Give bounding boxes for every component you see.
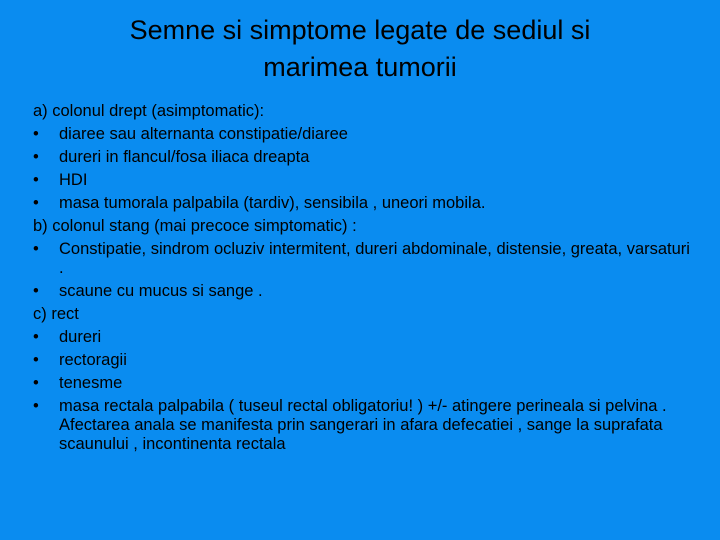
bullet-icon: • — [33, 125, 39, 143]
section-heading-c: c) rect — [33, 305, 79, 323]
list-item — [33, 280, 693, 303]
list-item — [33, 326, 693, 349]
list-item-text: scaune cu mucus si sange . — [59, 282, 263, 300]
list-item-text: Constipatie, sindrom ocluziv intermitent, dureri abdominale, distensie, greata, varsaturi . — [59, 240, 690, 277]
bullet-icon: • — [33, 171, 39, 189]
section-heading-b: b) colonul stang (mai precoce simptomatic) : — [33, 217, 357, 235]
list-item — [33, 146, 693, 169]
slide-title — [60, 12, 660, 86]
list-item-text: HDI — [59, 171, 88, 189]
list-item — [33, 395, 693, 456]
list-item — [33, 123, 693, 146]
list-item-text: dureri in flancul/fosa iliaca dreapta — [59, 148, 310, 166]
list-item-text: tenesme — [59, 374, 123, 392]
list-item — [33, 372, 693, 395]
slide-title-line-2: marimea tumorii — [263, 52, 457, 82]
bullet-icon: • — [33, 282, 39, 300]
bullet-icon: • — [33, 351, 39, 369]
bullet-icon: • — [33, 194, 39, 212]
bullet-icon: • — [33, 397, 39, 415]
list-item-text: diaree sau alternanta constipatie/diaree — [59, 125, 348, 143]
list-item — [33, 238, 693, 280]
bullet-icon: • — [33, 148, 39, 166]
slide-body — [33, 100, 693, 456]
list-item-text: masa tumorala palpabila (tardiv), sensibila , uneori mobila. — [59, 194, 486, 212]
slide-title-line-1: Semne si simptome legate de sediul si — [129, 15, 591, 45]
list-item — [33, 349, 693, 372]
bullet-icon: • — [33, 374, 39, 392]
list-item-text: dureri — [59, 328, 102, 346]
list-item — [33, 169, 693, 192]
section-heading-a: a) colonul drept (asimptomatic): — [33, 102, 265, 120]
bullet-icon: • — [33, 328, 39, 346]
bullet-icon: • — [33, 240, 39, 258]
list-item — [33, 192, 693, 215]
list-item-text: rectoragii — [59, 351, 127, 369]
list-item-text: masa rectala palpabila ( tuseul rectal obligatoriu! ) +/- atingere perineala si pelvina . Afectarea anala se manifesta prin sangerari in afara defecatiei , sange la suprafata scaunului , incontinenta rectala — [59, 397, 667, 453]
